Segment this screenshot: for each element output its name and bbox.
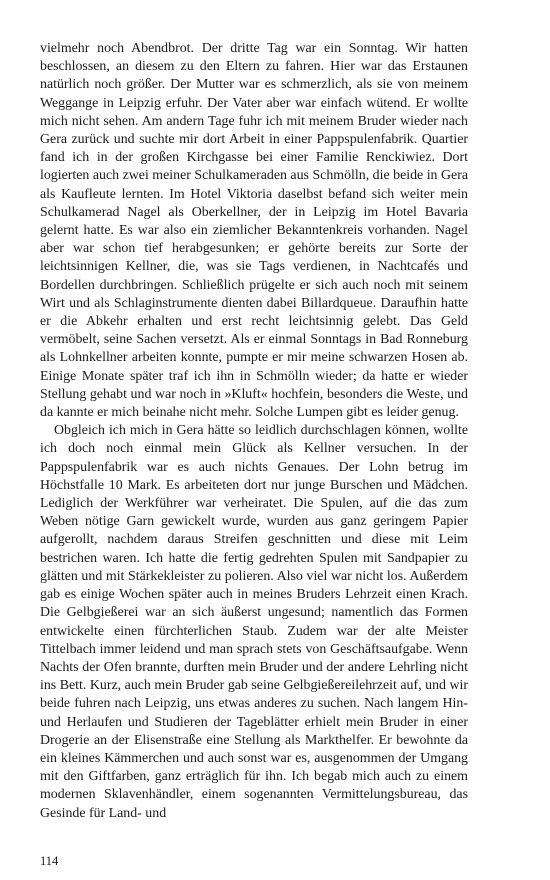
paragraph-2: Obgleich ich mich in Gera hätte so leidlich durchschlagen können, wollte ich doch noch einmal mein Glück als Kellner versuchen. In der Pappspulenfabrik war es auch nichts Genaues. Der Lohn betrug im Höchstfalle 10 Mark. Es arbeiteten dort nur junge Burschen und Mädchen. Lediglich der Werkführer war verheiratet. Die Spulen, auf die das zum Weben nötige Garn gewickelt wurde, wurden aus ganz geringem Papier aufgerollt, nachdem daraus Streifen geschnitten und diese mit Leim bestrichen waren. Ich hatte die fertig gedrehten Spulen mit Sandpapier zu glätten und mit Stärkekleister zu polieren. Also viel war nicht los. Außerdem gab es einige Wochen später auch in meines Bruders Lehrzeit einen Krach. Die Gelbgießerei war an sich äußerst ungesund; namentlich das Formen entwickelte einen fürchterlichen Staub. Zudem war der alte Meister Tittelbach immer leidend und man sprach stets von Geschäftsaufgabe. Wenn Nachts der Ofen brannte, durften mein Bruder und der andere Lehrling nicht ins Bett. Kurz, auch mein Bruder gab seine Gelbgießereilehrzeit auf, und wir beide fuhren nach Leipzig, uns etwas anderes zu suchen. Nach langem Hin- und Herlaufen und Studieren der Tageblätter erhielt mein Bruder in einer Drogerie an der Elisenstraße eine Stellung als Markthelfer. Er bewohnte da ein kleines Kämmerchen und auch sonst war es, ausgenommen der Umgang mit den Giftfarben, ganz erträglich für ihn. Ich begab mich auch zu einem modernen Sklavenhändler, einem sogenannten Vermittelungsbureau, das Gesinde für Land- und [40,423,468,821]
page-number: 114 [40,854,59,868]
paragraph-1: vielmehr noch Abendbrot. Der dritte Tag war ein Sonntag. Wir hatten beschlossen, an diesem zu den Eltern zu fahren. Hier war das Erstaunen natürlich noch größer. Der Mutter war es schmerzlich, als sie von meinem Weggange in Leipzig erfuhr. Der Vater aber war einfach wütend. Er wollte mich nicht sehen. Am andern Tage fuhr ich mit meinem Bruder wieder nach Gera zurück und suchte mir dort Arbeit in einer Pappspulenfabrik. Quartier fand ich in der großen Kirchgasse bei einer Familie Renckiwiez. Dort logierten auch zwei meiner Schulkameraden aus Schmölln, die beide in Gera als Kaufleute lernten. Im Hotel Viktoria daselbst befand sich weiter mein Schulkamerad Nagel als Oberkellner, der in Leipzig im Hotel Bavaria gelernt hatte. Es war also ein ziemlicher Bekanntenkreis vorhanden. Nagel aber war schon tief herabgesunken; er gehörte bereits zur Sorte der leichtsinnigen Kellner, die, was sie Tags verdienen, in Nachtcafés und Bordellen durchbringen. Schließlich prügelte er sich auch noch mit seinem Wirt und als Schlaginstrumente dienten dabei Billardqueue. Daraufhin hatte er die Abkehr erhalten und erst recht leichtsinnig gelebt. Das Geld vermöbelt, seine Sachen versetzt. Als er einmal Sonntags in Bad Ronneburg als Lohnkellner arbeiten konnte, pumpte er mir meine schwarzen Hosen ab. Einige Monate später traf ich ihn in Schmölln wieder; da hatte er wieder Stellung gehabt und war noch in »Kluft« hochfein, besonders die Weste, und da kannte er mich beinahe nicht mehr. Solche Lumpen gibt es leider genug. [40,41,468,421]
book-page-body [40,40,468,823]
